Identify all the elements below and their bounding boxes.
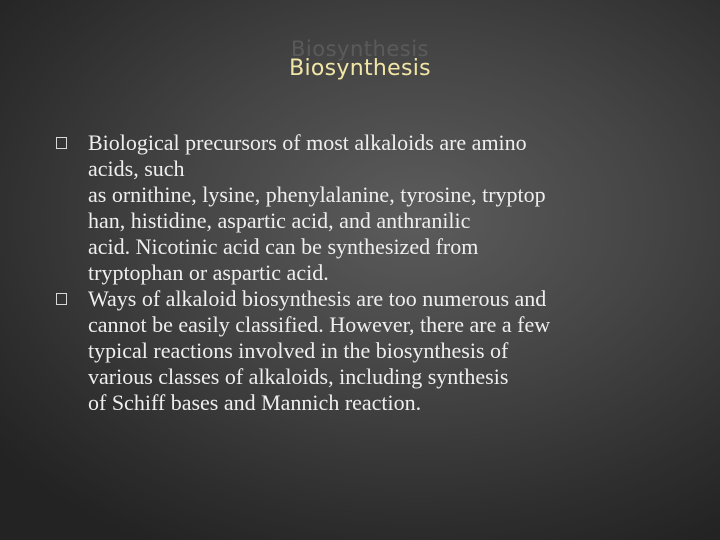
bullet-list: [56, 130, 686, 416]
slide-title: Biosynthesis: [289, 56, 431, 81]
bullet-line: typical reactions involved in the biosynthesis of: [88, 338, 509, 363]
title-shadow-text: Biosynthesis: [291, 37, 429, 61]
bullet-line: acid. Nicotinic acid can be synthesized from: [88, 234, 479, 259]
square-bullet-icon: [56, 293, 67, 305]
bullet-line: han, histidine, aspartic acid, and anthranilic: [88, 208, 471, 233]
bullet-line: as ornithine, lysine, phenylalanine, tyrosine, tryptop: [88, 182, 546, 207]
bullet-line: acids, such: [88, 156, 185, 181]
square-bullet-icon: [56, 137, 67, 149]
bullet-line: of Schiff bases and Mannich reaction.: [88, 390, 422, 415]
bullet-line: Ways of alkaloid biosynthesis are too numerous and: [88, 286, 547, 311]
bullet-text: [88, 286, 686, 416]
slide-title-area: [0, 37, 720, 100]
bullet-item-ways: [56, 286, 686, 416]
bullet-line: cannot be easily classified. However, there are a few: [88, 312, 551, 337]
bullet-item-precursors: [56, 130, 686, 286]
bullet-text: [88, 130, 686, 286]
bullet-line: tryptophan or aspartic acid.: [88, 260, 329, 285]
bullet-line: various classes of alkaloids, including synthesis: [88, 364, 509, 389]
bullet-line: Biological precursors of most alkaloids are amino: [88, 130, 527, 155]
